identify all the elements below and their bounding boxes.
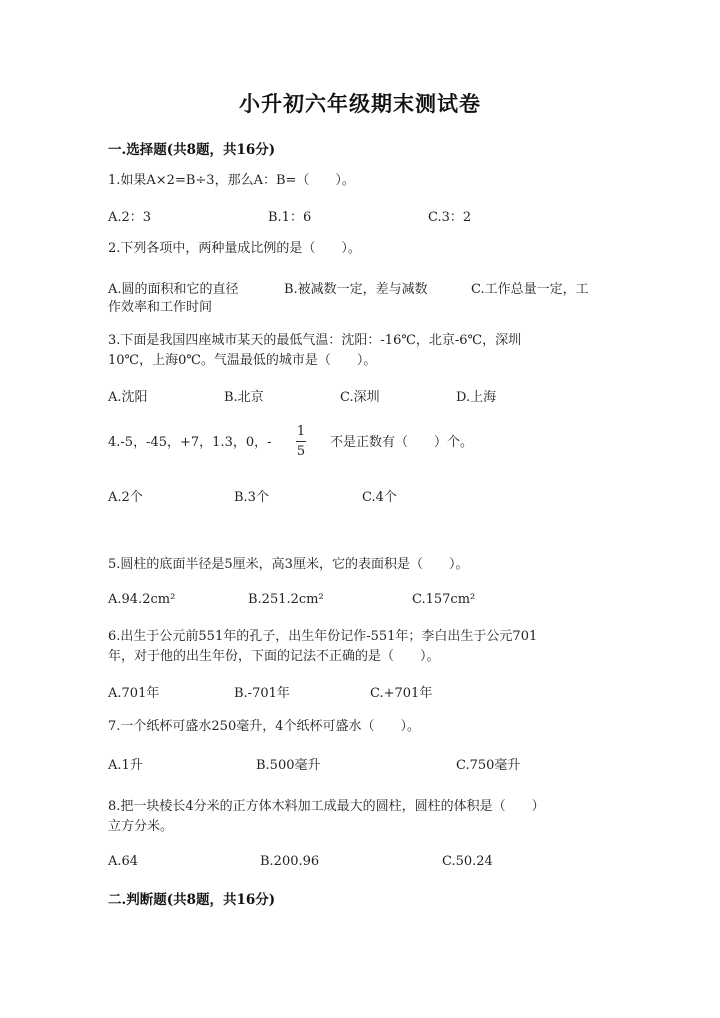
question-8-text-line1: 8.把一块棱长4分米的正方体木料加工成最大的圆柱，圆柱的体积是（ ） (108, 799, 545, 814)
page-title: 小升初六年级期末测试卷 (239, 91, 481, 116)
question-8-option-c: C.50.24 (442, 854, 493, 869)
question-4-fraction (296, 424, 306, 459)
question-3-option-a: A.沈阳 (108, 390, 148, 405)
question-3-option-d: D.上海 (456, 390, 497, 405)
question-2-option-a: A.圆的面积和它的直径 (108, 282, 239, 297)
question-4-option-a: A.2个 (108, 490, 143, 505)
question-4-text-before: 4.-5，-45，+7，1.3，0，- (108, 435, 272, 450)
question-8-option-a: A.64 (108, 854, 139, 869)
question-1-text: 1.如果A×2=B÷3，那么A：B=（ ）。 (108, 173, 355, 188)
question-8-text-line2: 立方分米。 (108, 819, 174, 834)
question-2-option-b: B.被减数一定，差与减数 (284, 282, 428, 297)
question-7-option-a: A.1升 (108, 758, 143, 773)
section-heading-choice: 一.选择题(共8题，共16分) (108, 142, 276, 158)
question-3-option-c: C.深圳 (340, 390, 380, 405)
section-heading-judgement: 二.判断题(共8题，共16分) (108, 892, 276, 908)
question-4-text-after: 不是正数有（ ）个。 (330, 435, 474, 450)
question-7-option-b: B.500毫升 (256, 758, 321, 773)
question-1-option-a: A.2：3 (108, 210, 152, 225)
question-5-option-c: C.157cm² (412, 592, 476, 607)
fraction-denominator: 5 (296, 444, 306, 459)
question-2-option-c-continuation: 作效率和工作时间 (108, 300, 213, 315)
question-6-option-b: B.-701年 (234, 686, 290, 701)
question-3-option-b: B.北京 (224, 390, 264, 405)
question-6-text-line1: 6.出生于公元前551年的孔子，出生年份记作-551年；李白出生于公元701 (108, 629, 538, 644)
fraction-numerator: 1 (296, 424, 306, 439)
question-2-text: 2.下列各项中，两种量成比例的是（ ）。 (108, 241, 361, 256)
question-7-text: 7.一个纸杯可盛水250毫升，4个纸杯可盛水（ ）。 (108, 719, 420, 734)
fraction-bar (296, 441, 306, 442)
question-6-option-c: C.+701年 (370, 686, 433, 701)
question-1-option-c: C.3：2 (428, 210, 472, 225)
question-6-text-line2: 年，对于他的出生年份，下面的记法不正确的是（ ）。 (108, 649, 440, 664)
question-3-text-line2: 10℃，上海0℃。气温最低的城市是（ ）。 (108, 353, 377, 368)
question-5-option-b: B.251.2cm² (248, 592, 324, 607)
question-7-option-c: C.750毫升 (456, 758, 521, 773)
question-2-option-c: C.工作总量一定，工 (471, 282, 589, 297)
question-1-option-b: B.1：6 (268, 210, 312, 225)
question-4-option-b: B.3个 (234, 490, 269, 505)
question-3-text-line1: 3.下面是我国四座城市某天的最低气温：沈阳：-16℃，北京-6℃，深圳 (108, 333, 522, 348)
question-5-option-a: A.94.2cm² (108, 592, 176, 607)
question-5-text: 5.圆柱的底面半径是5厘米，高3厘米，它的表面积是（ ）。 (108, 557, 469, 572)
question-8-option-b: B.200.96 (260, 854, 320, 869)
question-6-option-a: A.701年 (108, 686, 160, 701)
question-4-option-c: C.4个 (362, 490, 397, 505)
